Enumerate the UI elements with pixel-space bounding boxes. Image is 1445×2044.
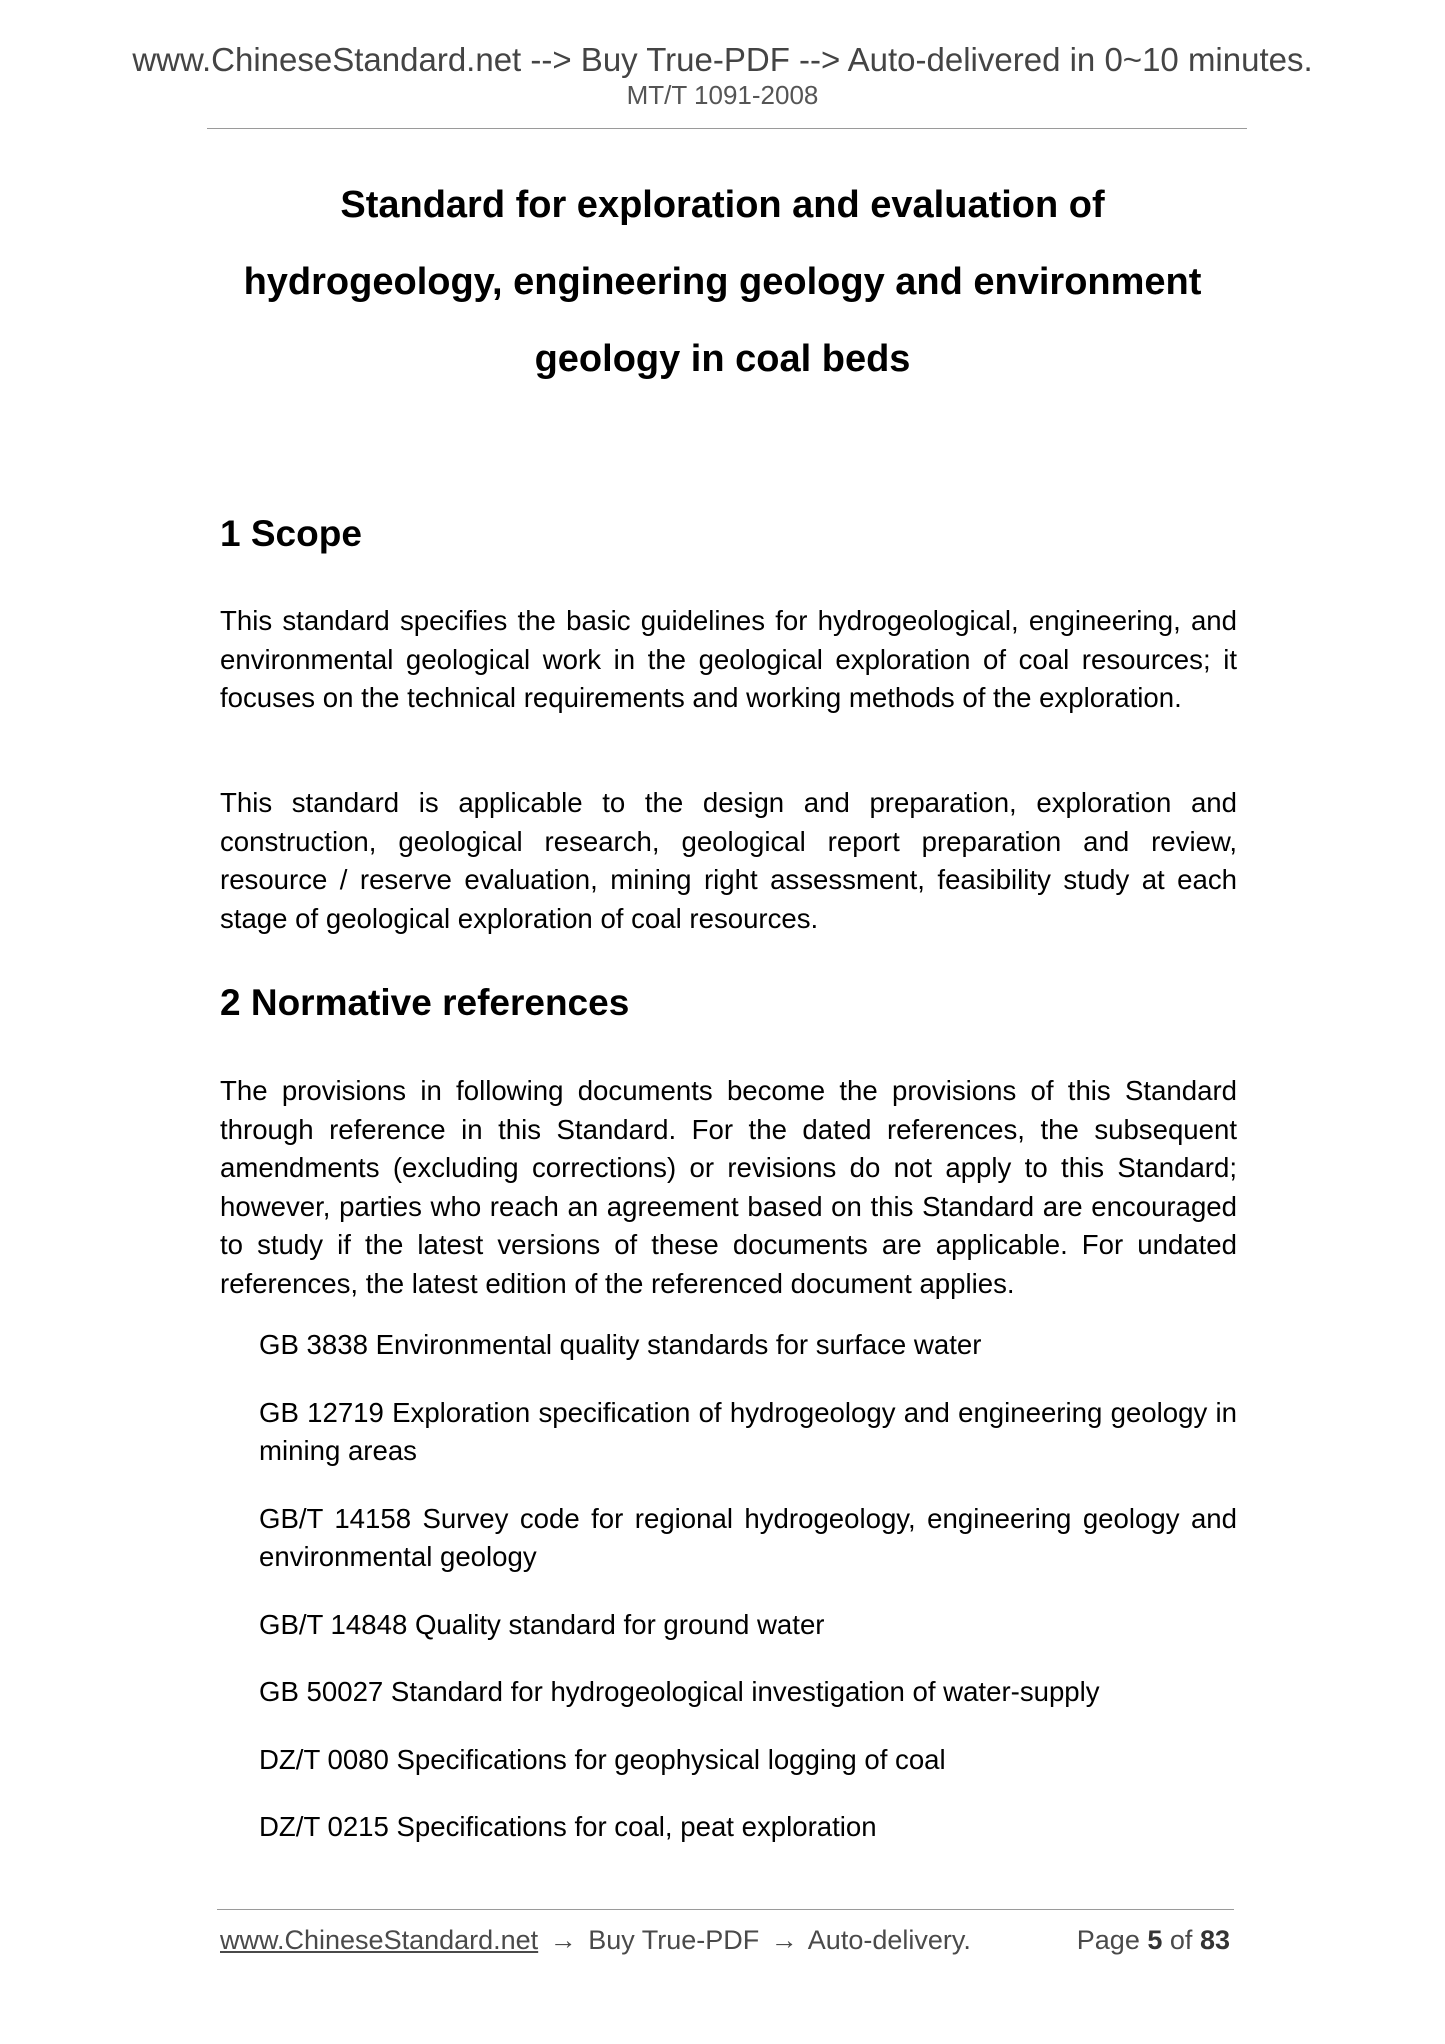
- total-page-count: 83: [1199, 1925, 1230, 1955]
- reference-item: GB 3838 Environmental quality standards for surface water: [259, 1329, 982, 1360]
- title-line: hydrogeology, engineering geology and environment: [243, 261, 1202, 303]
- title-line: Standard for exploration and evaluation of: [340, 184, 1105, 226]
- header-divider: [207, 128, 1247, 129]
- reference-list: [259, 1326, 1237, 1876]
- footer-promo: [220, 1923, 971, 1957]
- arrow-right-icon: →: [770, 1925, 798, 1955]
- document-code: MT/T 1091-2008: [626, 80, 819, 110]
- chinesestandard-link[interactable]: www.ChineseStandard.net: [220, 1925, 539, 1955]
- reference-item: GB/T 14848 Quality standard for ground water: [259, 1608, 825, 1640]
- of-label: of: [1169, 1925, 1193, 1955]
- current-page-number: 5: [1147, 1925, 1163, 1955]
- buy-true-pdf-text: Buy True-PDF: [588, 1925, 760, 1955]
- reference-item: DZ/T 0215 Specifications for coal, peat exploration: [259, 1811, 877, 1842]
- reference-item: GB/T 14158 Survey code for regional hydrogeology, engineering geology and environmental geology: [259, 1502, 1237, 1572]
- reference-item: GB 12719 Exploration specification of hydrogeology and engineering geology in mining areas: [259, 1396, 1237, 1466]
- site-banner: www.ChineseStandard.net --> Buy True-PDF --> Auto-delivered in 0~10 minutes.: [132, 41, 1313, 78]
- section-heading-normative-references: 2 Normative references: [220, 982, 630, 1023]
- document-title: [180, 167, 1265, 398]
- reference-item: DZ/T 0080 Specifications for geophysical logging of coal: [259, 1743, 946, 1775]
- scope-paragraph: This standard is applicable to the design and preparation, exploration and construction, geological research, geological report preparation and review, resource / reserve evaluation, mining right assessment, feasibility study at each stage of geological exploration of coal resources.: [220, 787, 1237, 934]
- scope-paragraph: This standard specifies the basic guidelines for hydrogeological, engineering, and environmental geological work in the geological exploration of coal resources; it focuses on the technical requirements and working methods of the exploration.: [220, 605, 1237, 713]
- arrow-right-icon: →: [549, 1925, 577, 1955]
- footer-divider: [217, 1909, 1234, 1910]
- page-label: Page: [1076, 1925, 1140, 1955]
- title-line: geology in coal beds: [534, 338, 911, 380]
- section-heading-scope: 1 Scope: [220, 513, 362, 554]
- auto-delivery-text: Auto-delivery.: [807, 1925, 971, 1955]
- page-number: [1077, 1923, 1230, 1957]
- normative-references-paragraph: The provisions in following documents become the provisions of this Standard through reference in this Standard. For the dated references, the subsequent amendments (excluding corrections) or revisions do not apply to this Standard; however, parties who reach an agreement based on this Standard are encouraged to study if the latest versions of these documents are applicable. For undated references, the latest edition of the referenced document applies.: [220, 1075, 1237, 1299]
- reference-item: GB 50027 Standard for hydrogeological investigation of water-supply: [259, 1676, 1100, 1707]
